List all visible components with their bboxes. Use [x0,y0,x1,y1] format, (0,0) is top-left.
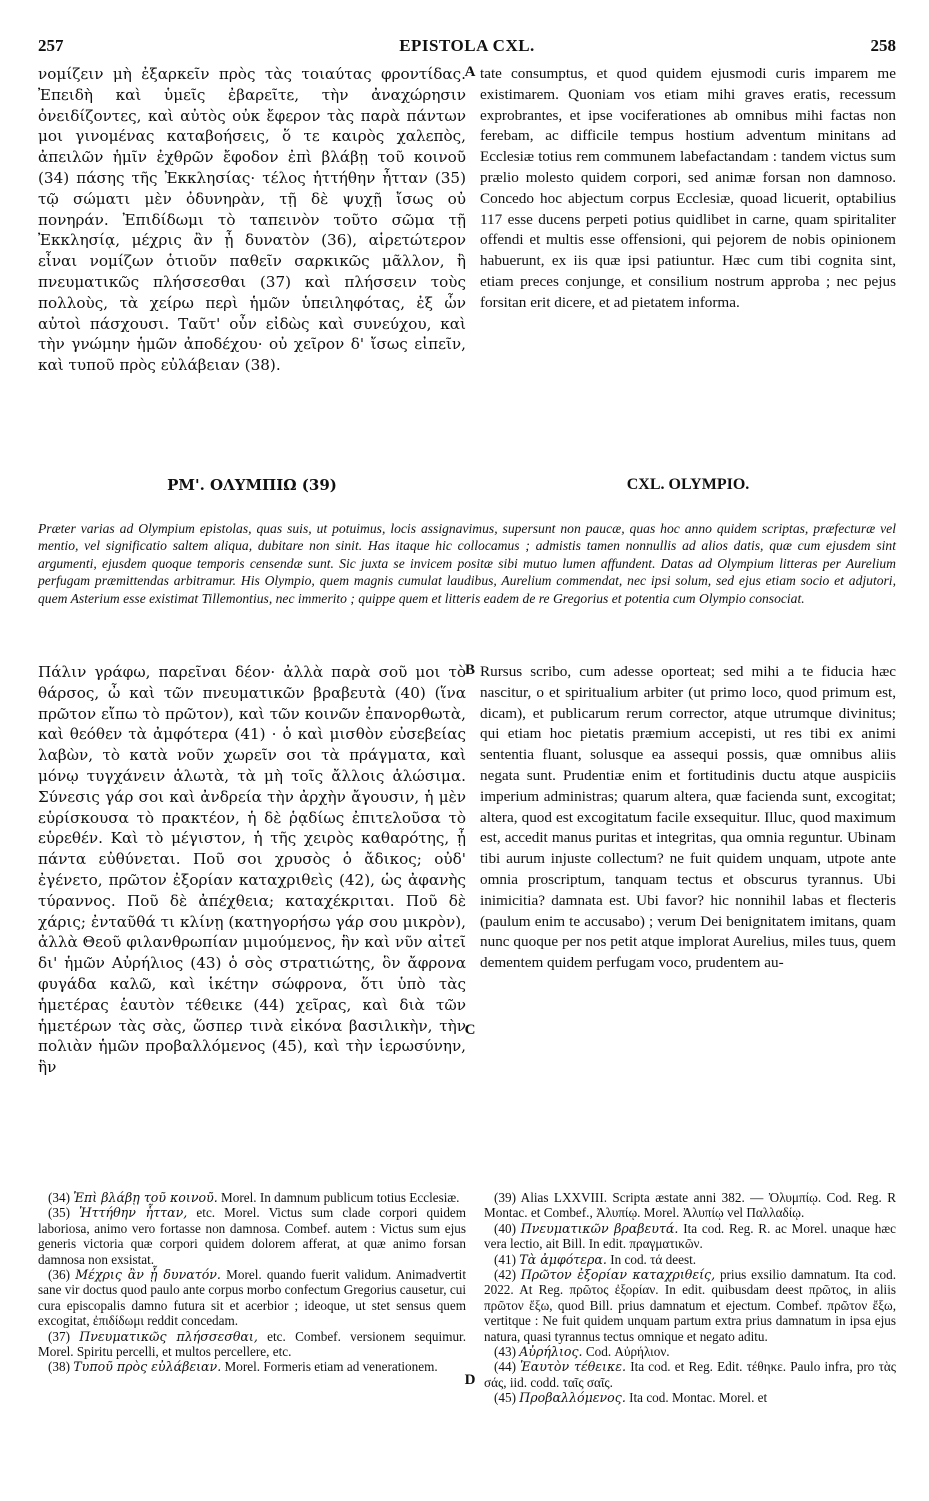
column-marker-a: A [464,64,476,80]
footnote-number: (45) [494,1390,516,1406]
footnote-text: Ita cod. Montac. Morel. et [629,1390,768,1406]
footnote-text: etc. Morel. Victus sum clade corpori quidem laboriosa, animo vero fortasse non damnosa. Combef. autem : Victus sum ejus generis victoria quæ corpori quidem dolorem afferat, at quæ animo forsan damnosa non exsistat. [38,1205,467,1267]
footnote-text: Morel. Formeris etiam ad venerationem. [224,1359,438,1375]
footnote-lemma: Πρῶτον ἐξορίαν καταχριθείς, [520,1267,716,1283]
footnote [484,1344,896,1359]
footnote-lemma: Πνευματικῶς πλήσσεσθαι, [79,1328,258,1344]
footnote-text: Cod. Αὐρήλιον. [585,1344,670,1360]
footnote-lemma: Πνευματικῶν βραβευτά. [520,1220,679,1236]
footnote-text: prius exsilio damnatum. Ita cod. 2022. At Reg. πρῶτος ἐξορίαν. In edit. quibusdam deest πρῶτος, in aliis πρῶτον ἔξω, quod Bill. prius damnatum et ejectum. Combef. πρῶτον ἔξω, vertitque : Ne fuit quidem unquam partum extra prius damnatum in ipsa ejus natura, quasi tyrannus tectus omnique et negato aditu. [484,1267,897,1344]
footnote [38,1329,466,1360]
footnote-text: In cod. τά deest. [610,1251,697,1267]
footnote-number: (34) [48,1190,70,1205]
footnote-number: (35) [48,1205,70,1221]
footnote-number: (44) [494,1359,516,1375]
footnote [38,1359,466,1374]
footnote [484,1390,896,1405]
footnote-lemma: Ἐπὶ βλάβῃ τοῦ κοινοῦ. [73,1190,218,1205]
footnote [38,1267,466,1329]
footnote-text: Morel. quando fuerit validum. Animadvertit sane vir doctus quod paulo ante corpus morbo confectum Gregorius causetur, cui cura episcopalis damno futura sit et acerbior ; ideoque, ut stet sensus quem excogitat, ἐπιδίδωμι reddit concedam. [38,1267,467,1329]
running-title: EPISTOLA CXL. [399,36,535,55]
footnote-number: (42) [494,1267,516,1283]
footnote [484,1190,896,1221]
footnote-lemma: Μέχρις ἂν ᾖ δυνατόν. [75,1267,221,1283]
latin-text-1: tate consumptus, et quod quidem ejusmodi curis imparem me existimarem. Quoniam vos etiam mihi graves eratis, recessum exprobrantes, et ipse vociferationes ab omnibus mihi factas non ferebam, ac difficile tempus hostium adventum minitans ad Ecclesiæ totius rem communem labefactandam : tandem victus sum prælio molesto quidem corpori, sed animæ forsan non damnoso. Concedo hoc abjectum corpus Ecclesiæ, quoad licuerit, optabilius 117 esse ducens perpeti potius quidlibet in carne, quam spiritaliter offendi et multis esse offensioni, qui pejorem de nobis opinionem habuerunt, ex iis quæ ipsi patiuntur. Hæc cum tibi cognita sint, etiam preces conjunge, et consilium nostrum approba ; nec pejus forsitan erit dicere, et ad pietatem informa. [480,65,896,311]
greek-heading: ΡΜ'. ΟΛΥΜΠΙΩ (39) [167,476,337,494]
footnote-lemma: Ἡττήθην ἧτταν, [79,1205,188,1221]
footnote-lemma: Τὰ ἀμφότερα. [519,1251,607,1267]
page-number-left: 257 [38,36,64,55]
footnote-number: (36) [48,1267,70,1283]
latin-column-2 [480,662,896,974]
footnotes-left [38,1190,466,1375]
greek-column-1 [38,64,466,456]
footnote [38,1190,466,1205]
footnote-number: (43) [494,1344,516,1360]
greek-text-1: νομίζειν μὴ ἐξαρκεῖν πρὸς τὰς τοιαύτας φροντίδας. Ἐπειδὴ καὶ ὑμεῖς ἐβαρεῖτε, τὴν ἀναχώρησιν ὀνειδίζοντες, καὶ αὐτὸς οὐκ ἔφερον τὰς παρὰ πάντων μοι γινομένας καταβοήσεις, ὅ τε καιρὸς χαλεπὸς, ἀπειλῶν ἡμῖν ἐχθρῶν ἔφοδον ἐπὶ βλάβῃ τοῦ κοινοῦ (34) πάσης τῆς Ἐκκλησίας· τέλος ἡττήθην ἧτταν (35) τῷ σώματι μὲν ὀδυνηρὰν, τῇ δὲ ψυχῇ ἴσως οὐ πονηράν. Ἐπιδίδωμι τὸ ταπεινὸν τοῦτο σῶμα τῇ Ἐκκλησίᾳ, μέχρις ἂν ᾖ δυνατὸν (36), αἱρετώτερον εἶναι νομίζων ὁτιοῦν παθεῖν σαρκικῶς μᾶλλον, ἢ πνευματικῶς πλήσσεσθαι (37) καὶ πλήσσειν τοὺς πολλοὺς, τὰ χείρω περὶ ἡμῶν ὑπειληφότας, ἐξ ὧν αὐτοὶ πάσχουσι. Ταῦτ' οὖν εἰδὼς καὶ συνεύχου, καὶ τὴν γνώμην ἡμῶν ἀποδέχου· οὐ χεῖρον δ' ἴσως εἰπεῖν, καὶ τυποῦ πρὸς εὐλάβειαν (38). [38,65,466,375]
greek-column-2 [38,662,466,1078]
page [38,36,896,1476]
footnote-text: Morel. In damnum publicum totius Ecclesiæ. [221,1190,460,1205]
footnote [484,1267,896,1344]
footnote-number: (38) [48,1359,70,1375]
footnote-text: Ita cod. Reg. R. ac Morel. unaque hæc vera lectio, ait Bill. In edit. πραγματικῶν. [484,1220,897,1252]
column-marker-b: B [464,662,475,678]
footnote-number: (40) [494,1220,516,1236]
greek-text-2: Πάλιν γράφω, παρεῖναι δέον· ἀλλὰ παρὰ σοῦ μοι τὸ θάρσος, ὦ καὶ τῶν πνευματικῶν βραβευτὰ (40) (ἵνα πρῶτον εἴπω τὸ πρῶτον), καὶ τῶν κοινῶν ἐπανορθωτὰ, καὶ θεόθεν τὰ ἀμφότερα (41) · ὁ καὶ μισθὸν εὐσεβείας λαβὼν, τὸ κατὰ νοῦν χωρεῖν σοι τὰ πράγματα, καὶ μόνῳ τυγχάνειν ἁλωτὰ, τὰ μὴ τοῖς ἄλλοις ἁλώσιμα. Σύνεσις γάρ σοι καὶ ἀνδρεία τὴν ἀρχὴν ἄγουσιν, ἡ μὲν εὑρίσκουσα τὸ πρακτέον, ἡ δὲ ῥᾳδίως ἐπιτελοῦσα τὸ εὑρεθέν. Καὶ τὸ μέγιστον, ἡ τῆς χειρὸς καθαρότης, ᾗ πάντα εὐθύνεται. Ποῦ σοι χρυσὸς ὁ ἄδικος; οὐδ' ἐγένετο, πρῶτον ἐξορίαν καταχριθεὶς (42), ὡς ἀφανὴς τύραννος. Ποῦ δὲ ἀπέχθεια; καταχέκριται. Ποῦ δὲ χάρις; ἐνταῦθά τι κλίνῃ (κατηγορήσω γάρ σου μικρὸν), ἀλλὰ Θεοῦ φιλανθρωπίαν μιμούμενος, ἣν καὶ νῦν αἰτεῖ δι' ἡμῶν Αὐρήλιος (43) ὁ σὸς στρατιώτης, ὃν ἄφρονα φυγάδα καλῶ, καὶ ἱκέτην σώφρονα, ὅτι ὑπὸ τὰς ἡμετέρας ἑαυτὸν τέθεικε (44) χεῖρας, καὶ διὰ τῶν ἡμετέρων τὰς σὰς, ὥσπερ τινὰ εἰκόνα βασιλικὴν, τὴν πολιὰν ἡμῶν προβαλλόμενος (45), καὶ τὴν ἱερωσύνην, ἣν [38,663,466,1077]
preface: Præter varias ad Olympium epistolas, quas suis, ut potuimus, locis assignavimus, supersunt non paucæ, quas hoc anno quidem scriptas, præfecturæ vel mentio, vel significatio saltem aliqua, dubitare non sinit. Has itaque hic collocamus ; admistis tamen nonnullis ad alios datis, quæ cum ejusdem sint argumenti, ejusdem quoque temporis censendæ sunt. Sic juxta se invicem positæ sibi mutuo lumen affundent. Datas ad Olympium litteras per Aurelium perfugam præmittendas arbitramur. His Olympio, quem magnis cumulat laudibus, Aurelium commendat, nec ipsi solum, sed ejus etiam socio et adjutori, quem Asterium esse existimat Tillemontius, nec immerito ; quippe quem et litteris eadem de re Gregorius et potentia cum Olympio consociat. [38,520,896,606]
footnote-lemma: Τυποῦ πρὸς εὐλάβειαν. [73,1359,222,1375]
footnote [38,1205,466,1267]
footnote-number: (39) [494,1190,516,1205]
latin-text-2: Rursus scribo, cum adesse oporteat; sed mihi a te fiducia hæc nascitur, o et spiritualium arbiter (ut primo loco, quod primum est, dicam), et publicarum rerum corrector, atque utrumque divinitus; qui etiam hoc pietatis præmium accepisti, ut res tibi ex animi sententia fluant, solusque ea assequi possis, quæ omnibus aliis negata sunt. Prudentiæ enim et fortitudinis ductu atque auspiciis imperium administras; quarum altera, quæ facienda sunt, excogitat; altera, quod est excogitatum facile exsequitur. Illuc, quod maximum est, accedit manus puritas et integritas, qua omnia reguntur. Ubinam tibi aurum injuste collectum? ne fuit quidem unquam, utpote ante omnia proscriptum, tanquam tectus et obscurus tyrannus. Ubi inimicitia? damnata est. Ubi favor? hic nonnihil labas et flecteris (paulum enim te accusabo) ; verum Dei benignitatem imitans, quam nunc quoque per nos petit atque implorat Aurelius, miles tuus, quem dementem quidem perfugam voco, prudentem au- [480,663,896,972]
footnote-lemma: Προβαλλόμενος. [519,1390,626,1406]
column-marker-c: C [464,1022,476,1038]
page-number-right: 258 [870,36,896,55]
footnote-lemma: Ἑαυτὸν τέθεικε. [520,1359,627,1375]
footnote-number: (37) [48,1328,70,1344]
footnote [484,1359,896,1390]
page-header [38,36,896,64]
column-marker-d: D [464,1372,476,1388]
latin-column-1 [480,64,896,314]
letter-heading [38,476,896,500]
latin-heading: CXL. OLYMPIO. [626,476,750,493]
footnote-text: etc. Combef. versionem sequimur. Morel. Spiritu percelli, et multos percellere, etc. [38,1328,466,1360]
footnote [484,1221,896,1252]
footnote-text: Ita cod. et Reg. Edit. τέθηκε. Paulo infra, pro τὰς σάς, iid. codd. ταῖς σαῖς. [484,1359,896,1390]
footnote [484,1252,896,1267]
footnotes-right [484,1190,896,1406]
footnote-number: (41) [494,1251,516,1267]
footnote-text: Alias LXXVIII. Scripta æstate anni 382. — Ὀλυμπίῳ. Cod. Reg. R Montac. et Combef., Ἀλυπίῳ. Morel. Ἀλυπίῳ vel Παλλαδίῳ. [484,1190,896,1221]
footnote-lemma: Αὐρήλιος. [519,1344,583,1360]
